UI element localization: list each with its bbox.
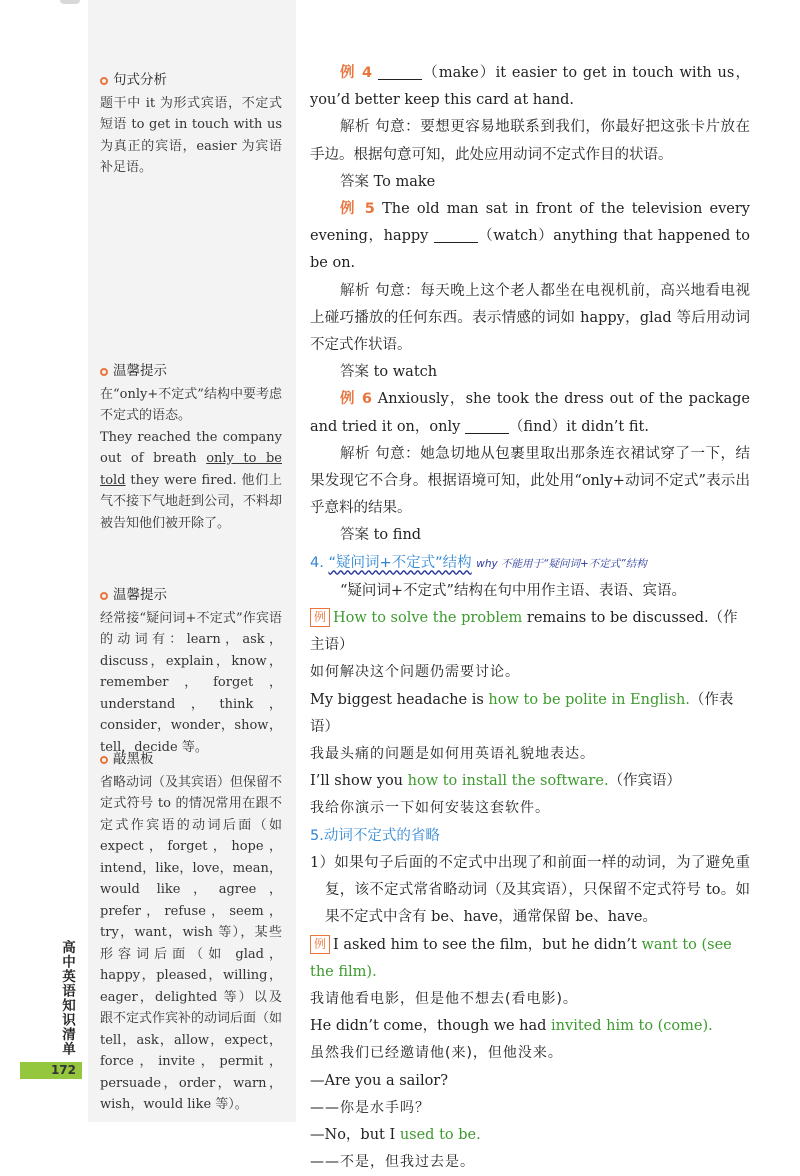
section-5-example-4: —No，but I used to be. bbox=[310, 1126, 481, 1143]
section-5-heading: 5.动词不定式的省略 bbox=[310, 827, 440, 844]
book-title-vertical: 高中英语知识清单 bbox=[59, 940, 75, 1056]
example-6: 例 6 Anxiously，she took the dress out of the package and tried it on，only （find）it didn’t fit. bbox=[310, 391, 751, 435]
section-5-example-4-translation: ——不是，但我过去是。 bbox=[310, 1154, 475, 1171]
bullet-circle-icon bbox=[100, 756, 108, 764]
page-edge-mark bbox=[60, 0, 80, 4]
sidebar-note-tip-1 bbox=[100, 361, 282, 534]
page-number: 172 bbox=[20, 1062, 82, 1079]
sidebar-note-text: 省略动词（及其宾语）但保留不定式符号 to 的情况常用在跟不定式作宾语的动词后面（如 expect，forget，hope，intend，like，love，mean，would like，agree，prefer，refuse，seem，try，want，wish 等），某些形容词后面（如 glad，happy，pleased，willing，eager，delighted 等）以及跟不定式作宾补的动词后面（如 tell，ask，allow，expect，force，invite，permit，persuade，order，warn，wish，would like 等）。 bbox=[100, 774, 283, 1112]
section-5-example-2: He didn’t come，though we had invited him to (come). bbox=[310, 1018, 713, 1035]
answer-blank bbox=[434, 226, 478, 243]
section-4-intro: “疑问词+不定式”结构在句中用作主语、表语、宾语。 bbox=[340, 582, 686, 599]
sidebar-note-title: 温馨提示 bbox=[100, 361, 282, 383]
example-6-answer: 答案 to find bbox=[340, 527, 422, 544]
section-4-example-3-translation: 我给你演示一下如何安装这套软件。 bbox=[310, 800, 550, 817]
section-4-example-1: 例 How to solve the problem remains to be discussed.（作主语） bbox=[310, 610, 738, 654]
example-4: 例 4 （make）it easier to get in touch with us，you’d better keep this card at hand. bbox=[310, 65, 751, 109]
example-6-analysis: 解析 句意：她急切地从包裹里取出那条连衣裙试穿了一下，结果发现它不合身。根据语境可知，此处用“only+动词不定式”表示出乎意料的结果。 bbox=[310, 445, 751, 517]
main-content bbox=[310, 60, 750, 1176]
answer-blank bbox=[465, 417, 509, 434]
example-5-answer: 答案 to watch bbox=[340, 364, 438, 381]
section-5-example-3: —Are you a sailor? bbox=[310, 1072, 449, 1089]
section-4-example-1-translation: 如何解决这个问题仍需要讨论。 bbox=[310, 664, 520, 681]
sidebar-note-text: 经常接“疑问词+不定式”作宾语的动词有：learn，ask，discuss，explain，know，remember，forget，understand，think，consider，wonder，show，tell，decide 等。 bbox=[100, 610, 282, 755]
sidebar-note-text: 题干中 it 为形式宾语，不定式短语 to get in touch with us 为真正的宾语，easier 为宾语补足语。 bbox=[100, 95, 282, 175]
example-4-answer: 答案 To make bbox=[340, 173, 436, 190]
bullet-circle-icon bbox=[100, 592, 108, 600]
example-5: 例 5 The old man sat in front of the television every evening，happy （watch）anything that happened to be on. bbox=[310, 201, 750, 272]
sidebar-note-title: 温馨提示 bbox=[100, 585, 282, 607]
bullet-circle-icon bbox=[100, 368, 108, 376]
sidebar-note-title: 句式分析 bbox=[100, 70, 282, 92]
example-box-icon: 例 bbox=[310, 608, 330, 627]
sidebar-note-tip-2 bbox=[100, 585, 282, 758]
section-5-rule: 1）如果句子后面的不定式中出现了和前面一样的动词，为了避免重复，该不定式常省略动词（及其宾语），只保留不定式符号 to。如果不定式中含有 be、have，通常保留 be、have。 bbox=[310, 854, 750, 926]
sidebar-note-key-point bbox=[100, 749, 282, 1116]
sidebar-note-sentence-analysis bbox=[100, 70, 282, 179]
section-5-example-2-translation: 虽然我们已经邀请他(来)，但他没来。 bbox=[310, 1045, 563, 1062]
handwritten-note: why 不能用于“疑问词+不定式”结构 bbox=[476, 557, 647, 570]
example-5-analysis: 解析 句意：每天晚上这个老人都坐在电视机前，高兴地看电视上碰巧播放的任何东西。表示情感的词如 happy，glad 等后用动词不定式作状语。 bbox=[310, 282, 751, 354]
section-5-example-1-translation: 我请他看电影，但是他不想去(看电影)。 bbox=[310, 990, 578, 1007]
section-5-example-1: 例 I asked him to see the film，but he didn’t want to (see the film). bbox=[310, 936, 732, 980]
example-box-icon: 例 bbox=[310, 935, 330, 954]
sidebar-note-text: 在“only+不定式”结构中要考虑不定式的语态。 bbox=[100, 386, 282, 423]
sidebar-note-example: They reached the company out of breath only to be told they were fired. 他们上气不接下气地赶到公司，不料却被告知他们被开除了。 bbox=[100, 429, 283, 531]
answer-blank bbox=[378, 63, 422, 80]
bullet-circle-icon bbox=[100, 77, 108, 85]
example-4-analysis: 解析 句意：要想更容易地联系到我们，你最好把这张卡片放在手边。根据句意可知，此处应用动词不定式作目的状语。 bbox=[310, 119, 751, 163]
section-4-example-2-translation: 我最头痛的问题是如何用英语礼貌地表达。 bbox=[310, 746, 595, 763]
section-4-heading: 4. “疑问词+不定式”结构 why 不能用于“疑问词+不定式”结构 bbox=[310, 554, 647, 571]
sidebar-note-title: 敲黑板 bbox=[100, 749, 282, 771]
section-4-example-2: My biggest headache is how to be polite in English.（作表语） bbox=[310, 691, 734, 735]
section-5-example-3-translation: ——你是水手吗？ bbox=[310, 1099, 430, 1116]
section-4-example-3: I’ll show you how to install the software.（作宾语） bbox=[310, 773, 682, 790]
